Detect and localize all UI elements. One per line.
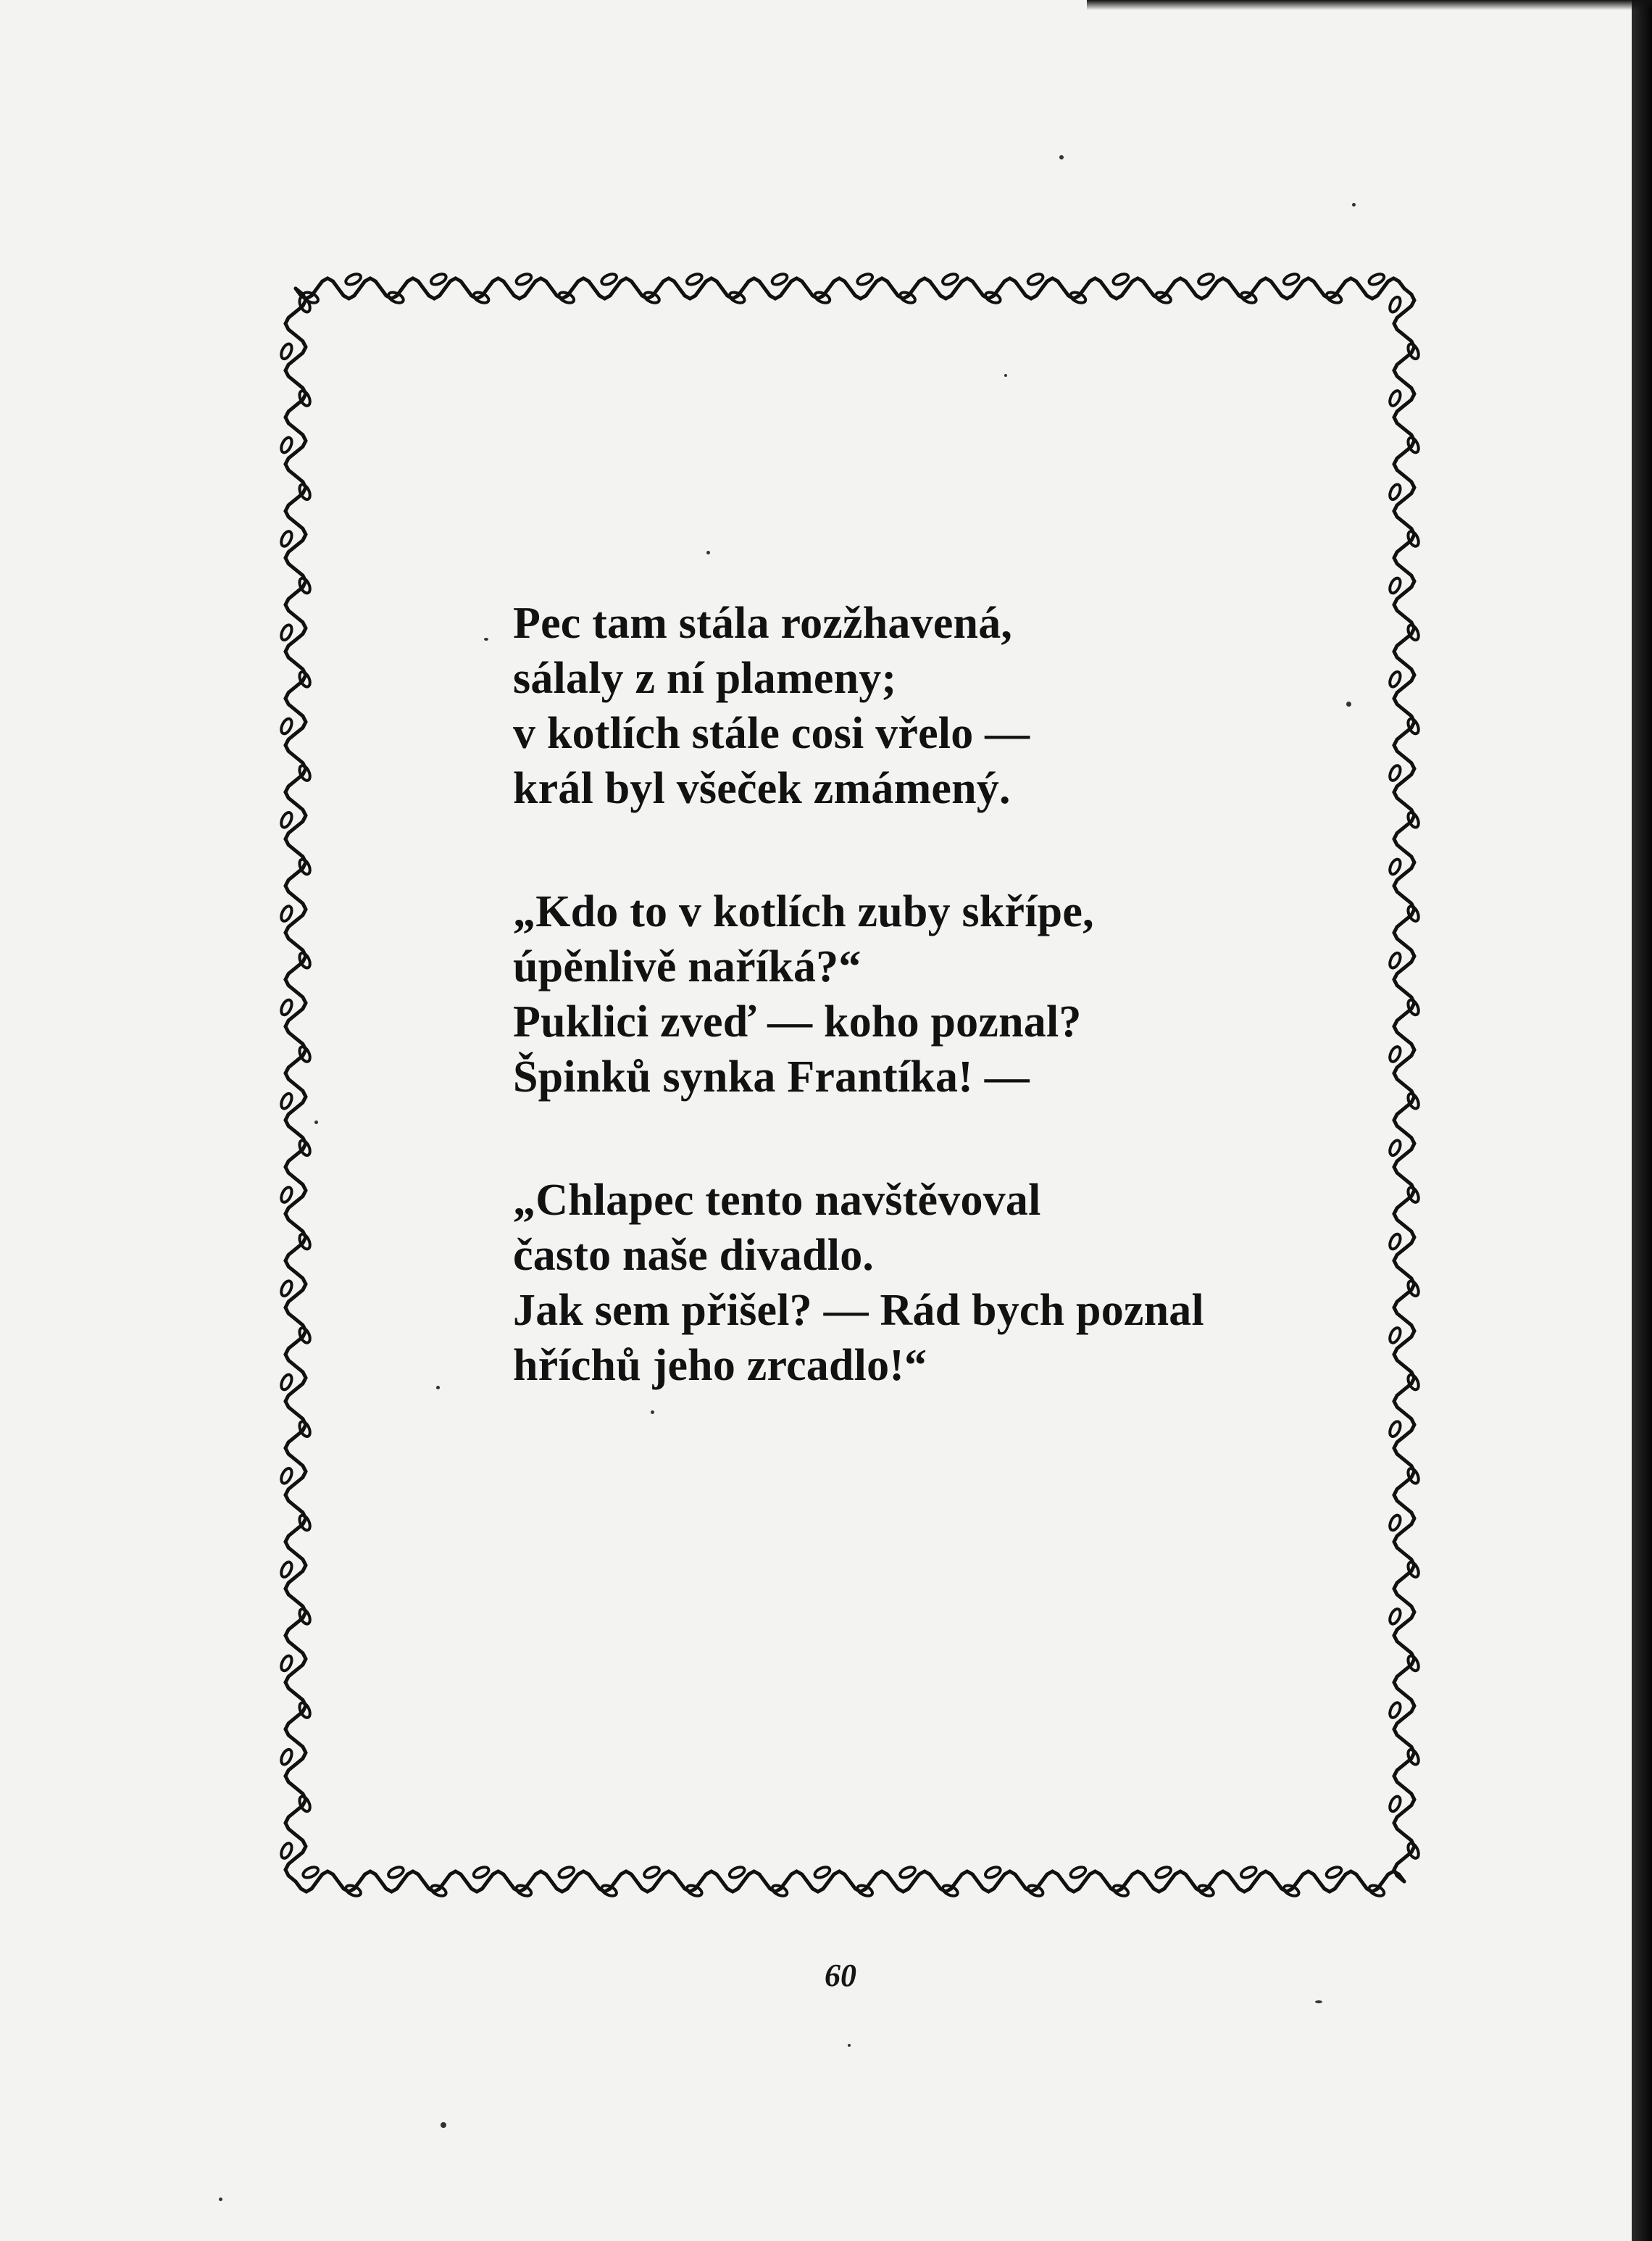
vine-leaf bbox=[280, 623, 293, 641]
vine-leaf bbox=[1111, 273, 1130, 286]
vine-leaf bbox=[1388, 1608, 1402, 1626]
scan-speck bbox=[1315, 2000, 1322, 2003]
vine-leaf bbox=[280, 1748, 293, 1766]
vine-leaf bbox=[1388, 952, 1402, 970]
vine-leaf bbox=[557, 1865, 575, 1879]
vine-leaf bbox=[1388, 1795, 1402, 1813]
vine-leaf bbox=[280, 1842, 293, 1860]
vine-leaf bbox=[1154, 1865, 1172, 1879]
scan-edge-shadow bbox=[1632, 0, 1652, 2241]
vine-leaf bbox=[898, 1865, 917, 1879]
poem-line: král byl všeček zmámený. bbox=[513, 764, 1011, 813]
vine-leaf bbox=[685, 273, 704, 286]
vine-leaf bbox=[1388, 1701, 1402, 1719]
poem bbox=[513, 596, 1353, 1461]
scan-speck bbox=[219, 2198, 222, 2201]
vine-leaf bbox=[1324, 1865, 1343, 1879]
poem-line: „Kdo to v kotlích zuby skřípe, bbox=[513, 887, 1094, 936]
scan-speck bbox=[484, 638, 488, 641]
vine-leaf bbox=[643, 1865, 661, 1879]
stanza-2 bbox=[513, 884, 1353, 1105]
vine-leaf bbox=[1388, 1326, 1402, 1344]
vine-leaf bbox=[280, 998, 293, 1016]
scan-speck bbox=[1346, 702, 1351, 707]
vine-leaf bbox=[280, 717, 293, 735]
vine-leaf bbox=[1388, 857, 1402, 876]
vine-leaf bbox=[1388, 296, 1402, 314]
vine-leaf bbox=[280, 1560, 293, 1579]
vine-leaf bbox=[1388, 670, 1402, 689]
vine-leaf bbox=[280, 1373, 293, 1391]
scan-speck bbox=[1352, 203, 1356, 207]
poem-line: „Chlapec tento navštěvoval bbox=[513, 1176, 1041, 1225]
vine-leaf bbox=[1069, 1865, 1087, 1879]
vine-leaf bbox=[1388, 1139, 1402, 1157]
page-number: 60 bbox=[825, 1958, 856, 1993]
vine-leaf bbox=[301, 1865, 320, 1879]
poem-line: úpěnlivě naříká?“ bbox=[513, 942, 862, 991]
vine-leaf bbox=[1388, 764, 1402, 782]
scan-speck bbox=[314, 1120, 318, 1124]
vine-leaf bbox=[430, 273, 448, 286]
vine-leaf bbox=[280, 1467, 293, 1485]
poem-line: Jak sem přišel? — Rád bych poznal bbox=[513, 1286, 1204, 1335]
vine-leaf bbox=[856, 273, 874, 286]
vine-leaf bbox=[728, 1865, 746, 1879]
stanza-1 bbox=[513, 596, 1353, 816]
vine-leaf bbox=[280, 1654, 293, 1672]
poem-line: často naše divadlo. bbox=[513, 1231, 875, 1280]
vine-leaf bbox=[813, 1865, 831, 1879]
vine-leaf bbox=[984, 1865, 1002, 1879]
scan-speck bbox=[1004, 374, 1007, 377]
vine-leaf bbox=[472, 1865, 491, 1879]
vine-leaf bbox=[1388, 1045, 1402, 1063]
vine-leaf bbox=[387, 1865, 405, 1879]
vine-leaf bbox=[770, 273, 788, 286]
vine-leaf bbox=[1282, 273, 1301, 286]
vine-stem bbox=[296, 278, 1404, 299]
vine-leaf bbox=[1388, 1513, 1402, 1531]
vine-leaf bbox=[280, 811, 293, 829]
scan-speck bbox=[651, 1410, 654, 1414]
vine-leaf bbox=[280, 905, 293, 923]
vine-stem bbox=[296, 1871, 1404, 1892]
scan-speck bbox=[706, 551, 710, 554]
vine-leaf bbox=[280, 530, 293, 548]
poem-line: hříchů jeho zrcadlo!“ bbox=[513, 1341, 927, 1390]
vine-stem bbox=[285, 288, 306, 1882]
poem-line: sálaly z ní plameny; bbox=[513, 654, 897, 703]
vine-leaf bbox=[1197, 273, 1215, 286]
stanza-3 bbox=[513, 1173, 1353, 1393]
vine-leaf bbox=[280, 1186, 293, 1204]
vine-leaf bbox=[514, 273, 533, 286]
vine-leaf bbox=[1388, 483, 1402, 501]
scan-speck bbox=[1059, 155, 1064, 159]
vine-leaf bbox=[600, 273, 618, 286]
poem-line: Puklici zveď — koho poznal? bbox=[513, 997, 1082, 1047]
scan-speck bbox=[441, 2122, 446, 2128]
vine-leaf bbox=[941, 273, 959, 286]
vine-leaf bbox=[1388, 1420, 1402, 1438]
vine-leaf bbox=[280, 342, 293, 360]
vine-leaf bbox=[344, 273, 362, 286]
vine-leaf bbox=[1388, 1233, 1402, 1251]
vine-leaf bbox=[1027, 273, 1045, 286]
vine-leaf bbox=[1388, 576, 1402, 594]
vine-leaf bbox=[1240, 1865, 1258, 1879]
scan-speck bbox=[848, 2044, 851, 2047]
vine-leaf bbox=[1388, 389, 1402, 407]
poem-line: v kotlích stále cosi vřelo — bbox=[513, 709, 1030, 758]
vine-leaf bbox=[280, 1092, 293, 1110]
vine-leaf bbox=[1367, 273, 1385, 286]
vine-leaf bbox=[280, 1279, 293, 1297]
vine-leaf bbox=[280, 436, 293, 454]
poem-line: Pec tam stála rozžhavená, bbox=[513, 599, 1013, 648]
scan-speck bbox=[436, 1386, 440, 1389]
vine-stem bbox=[1394, 288, 1414, 1882]
scan-edge-shadow bbox=[1087, 0, 1652, 10]
poem-line: Špinků synka Frantíka! — bbox=[513, 1052, 1030, 1102]
